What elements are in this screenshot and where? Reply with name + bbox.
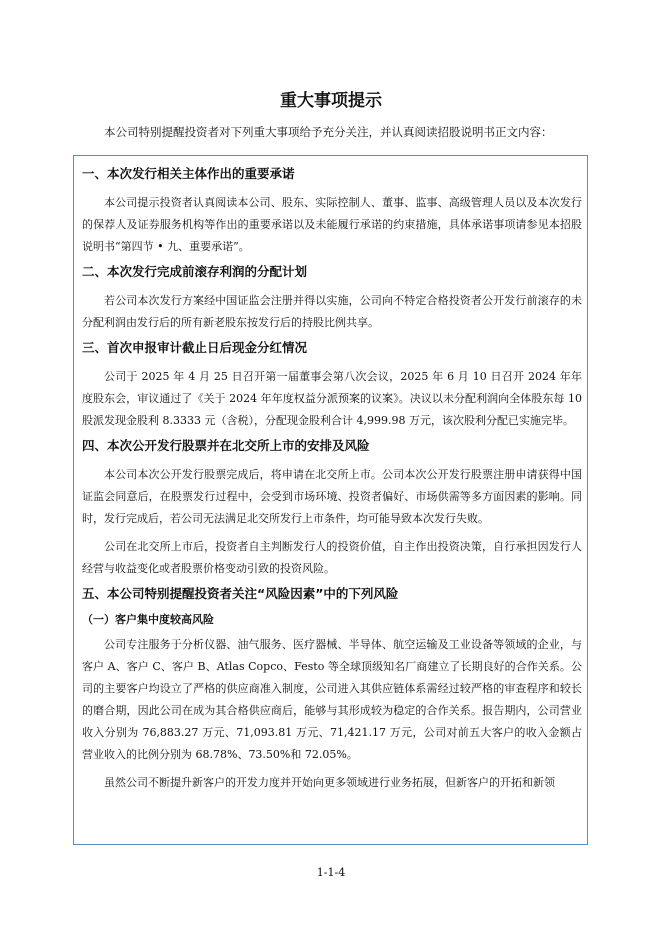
section-2-paragraph-1: 若公司本次发行方案经中国证监会注册并得以实施，公司向不特定合格投资者公开发行前滚存的未分配利润由发行后的所有新老股东按发行后的持股比例共享。 xyxy=(82,294,582,329)
section-heading-5: 五、本公司特别提醒投资者关注“风险因素”中的下列风险 xyxy=(82,586,399,601)
section-4-paragraph-1: 本公司本次公开发行股票完成后，将申请在北交所上市。公司本次公开发行股票注册申请获得中国证监会同意后，在股票发行过程中，会受到市场环境、投资者偏好、市场供需等多方面因素的影响。同时，发行完成后，若公司无法满足北交所发行上市条件，均可能导致本次发行失败。 xyxy=(82,468,582,525)
section-heading-4: 四、本次公开发行股票并在北交所上市的安排及风险 xyxy=(82,438,370,453)
section-4-paragraph-2: 公司在北交所上市后，投资者自主判断发行人的投资价值，自主作出投资决策，自行承担因发行人经营与收益变化或者股票价格变动引致的投资风险。 xyxy=(82,540,582,575)
intro-text: 本公司特别提醒投资者对下列重大事项给予充分关注，并认真阅读招股说明书正文内容： xyxy=(104,125,553,139)
section-3-paragraph-1: 公司于 2025 年 4 月 25 日召开第一届董事会第八次会议，2025 年 6 月 10 日召开 2024 年年度股东会，审议通过了《关于 2024 年年度权益分派预案的议案》。决议以未分配利润向全体股东每 10 股派发现金股利 8.3333 元（含税），分配现金股利合计 4,999.98 万元，该次股利分配已实施完毕。 xyxy=(82,370,582,427)
section-5-subheading: （一）客户集中度较高风险 xyxy=(82,613,214,626)
section-5-paragraph-1: 公司专注服务于分析仪器、油气服务、医疗器械、半导体、航空运输及工业设备等领域的企业，与客户 A、客户 C、客户 B、Atlas Copco、Festo 等全球顶级知名厂商建立了长期良好的合作关系。公司的主要客户均设立了严格的供应商准入制度，公司进入其供应链体系需经过较严格的审查程序和较长的磨合期，因此公司在成为其合格供应商后，能够与其形成较为稳定的合作关系。报告期内，公司营业收入分别为 76,883.27 万元、71,093.81 万元、71,421.17 万元，公司对前五大客户的收入金额占营业收入的比例分别为 68.78%、73.50%和 72.05%。 xyxy=(82,638,582,761)
section-heading-2: 二、本次发行完成前滚存利润的分配计划 xyxy=(82,264,308,279)
section-1-paragraph-1: 本公司提示投资者认真阅读本公司、股东、实际控制人、董事、监事、高级管理人员以及本次发行的保荐人及证券服务机构等作出的重要承诺以及未能履行承诺的约束措施，具体承诺事项请参见本招股说明书“第四节 • 九、重要承诺”。 xyxy=(82,196,582,253)
section-heading-1: 一、本次发行相关主体作出的重要承诺 xyxy=(82,166,295,181)
section-heading-3: 三、首次申报审计截止日后现金分红情况 xyxy=(82,340,308,355)
page-number: 1-1-4 xyxy=(316,866,346,879)
section-5-paragraph-2: 虽然公司不断提升新客户的开发力度并开始向更多领域进行业务拓展，但新客户的开拓和新领 xyxy=(104,776,555,789)
notice-box xyxy=(73,155,588,845)
page-title: 重大事项提示 xyxy=(280,91,382,111)
notice-content xyxy=(82,162,582,800)
